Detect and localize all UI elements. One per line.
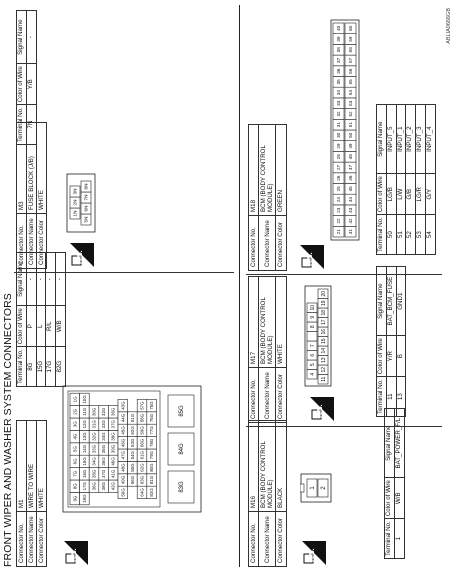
pin-label: 18G	[81, 494, 87, 503]
signal-name-cell: BAT_POWER_F/L	[394, 409, 404, 478]
pin-label: 1	[310, 486, 317, 490]
pin-label: 30G	[91, 407, 97, 416]
pin-label: 31	[336, 122, 342, 128]
pin-label: 16	[320, 328, 327, 335]
pin-label: 79G	[149, 451, 155, 460]
pin-label: 43G	[120, 401, 126, 410]
wire-color-cell: Y/B	[26, 64, 36, 105]
wire-color-cell: Y/R	[386, 336, 396, 377]
terminal-no-cell: 82G	[56, 347, 66, 387]
header-color-of-wire: Color of Wire	[17, 64, 27, 105]
m18-color: GREEN	[276, 125, 286, 216]
divider	[14, 272, 234, 273]
pin-label: 38G	[110, 432, 116, 441]
pin-label: 45	[348, 186, 354, 192]
pin-label: 41G	[110, 469, 116, 478]
pin-label: 33	[336, 100, 342, 106]
label-connector-color: Connector Color	[276, 512, 286, 567]
pin-label: 58G	[139, 413, 145, 423]
pin-label: 50	[348, 132, 354, 138]
table-row	[394, 409, 404, 559]
m16-color: BLACK	[276, 421, 286, 512]
label-connector-color: Connector Color	[37, 214, 47, 269]
pin-label: 40G	[110, 457, 116, 466]
wire-color-cell: LG/B	[386, 174, 396, 215]
label-connector-color: Connector Color	[276, 368, 286, 423]
m16-name: BCM (BODY CONTROL MODULE)	[259, 421, 276, 512]
label-connector-name: Connector Name	[27, 214, 37, 269]
pin-label: 51	[348, 122, 354, 128]
pin-label: 33G	[101, 420, 107, 429]
header-color-of-wire: Color of Wire	[385, 478, 395, 519]
signal-name-cell: -	[56, 253, 66, 306]
pin-label: 22	[336, 218, 342, 224]
pin-label: 39	[336, 36, 342, 42]
pin-label: 41	[348, 229, 354, 235]
hs-icon	[300, 245, 324, 269]
pin-label: 85G	[179, 405, 186, 417]
pin-label: 50G	[120, 488, 126, 497]
pin-label: 31G	[91, 420, 97, 429]
header-signal-name: Signal Name	[17, 253, 27, 306]
wire-color-cell: L/W	[396, 174, 406, 215]
hs-icon	[70, 243, 94, 267]
header-signal-name: Signal Name	[377, 105, 387, 174]
pin-label: 12G	[81, 420, 87, 429]
terminal-no-cell: 54	[426, 215, 436, 255]
signal-name-cell: INPUT_5	[386, 105, 396, 174]
pin-label: 10G	[81, 395, 87, 404]
pin-label: 46	[348, 175, 354, 181]
wire-color-cell: G/Y	[426, 174, 436, 215]
pin-cell	[307, 332, 317, 342]
pin-label: 82G	[149, 488, 155, 497]
pin-label: 34	[336, 89, 342, 96]
pin-label: 13	[320, 357, 327, 364]
label-connector-no: Connector No.	[249, 216, 259, 271]
pin-label: 8	[309, 325, 316, 329]
table-row	[396, 267, 406, 417]
header-terminal-no: Terminal No.	[17, 105, 27, 145]
pin-label: 17	[320, 319, 327, 326]
pin-label: 21	[336, 229, 342, 235]
pin-label: 76G	[149, 413, 155, 423]
hs-label: H.S.	[307, 252, 314, 266]
pin-label: 45G	[120, 426, 126, 435]
pin-label: 49G	[120, 475, 126, 485]
pin-label: 20	[320, 290, 327, 297]
signal-name-cell: -	[36, 253, 46, 306]
pin-label: 47	[348, 164, 354, 171]
pin-label: 36G	[110, 407, 116, 416]
pin-label: 3N	[72, 188, 78, 195]
divider	[246, 274, 442, 275]
pin-label: 32G	[91, 432, 97, 441]
pin-label: 8G	[72, 483, 78, 490]
pin-label: 35	[336, 79, 342, 85]
pin-label: 24	[336, 196, 342, 203]
table-row	[406, 105, 416, 255]
pin-label: 56	[348, 68, 354, 74]
pin-label: 25	[336, 186, 342, 192]
pin-label: 18	[320, 309, 327, 316]
pin-label: 4G	[72, 433, 78, 440]
connector-m16-info	[248, 420, 287, 567]
pin-label: 11G	[81, 407, 87, 416]
m18-no: M18	[249, 125, 259, 216]
pin-label: 43	[348, 207, 354, 213]
pin-label: 2	[321, 486, 328, 490]
section-divider	[239, 5, 240, 567]
terminal-no-cell: 17G	[46, 347, 56, 387]
page-title: FRONT WIPER AND WASHER SYSTEM CONNECTORS	[2, 293, 14, 567]
pin-label: 53G	[129, 438, 135, 447]
signal-name-cell: INPUT_3	[416, 105, 426, 174]
hs-icon	[310, 397, 334, 421]
pin-label: 52G	[129, 426, 135, 435]
hs-icon	[64, 541, 88, 565]
label-connector-no: Connector No.	[17, 214, 27, 269]
pin-label: 9	[309, 315, 316, 319]
terminal-no-cell: 53	[416, 215, 426, 255]
pin-label: 52	[348, 111, 354, 117]
wire-color-cell: LG/R	[416, 174, 426, 215]
signal-name-cell: BAT_BCM_FUSE	[386, 267, 396, 336]
signal-name-cell: INPUT_4	[426, 105, 436, 174]
signal-name-cell: INPUT_1	[396, 105, 406, 174]
label-connector-name: Connector Name	[27, 512, 37, 567]
connector-m17-pin-table	[376, 266, 406, 417]
header-terminal-no: Terminal No.	[17, 347, 27, 387]
pin-label: 40	[336, 25, 342, 31]
pin-label: 59	[348, 36, 354, 42]
pin-label: 2G	[72, 408, 78, 415]
wire-color-cell: R/L	[46, 306, 56, 347]
pin-label: 23	[336, 207, 342, 213]
m1-color: WHITE	[37, 421, 47, 512]
connector-m16-pin-table	[384, 408, 405, 559]
pin-label: 1G	[72, 396, 78, 403]
hs-icon	[302, 541, 326, 565]
connector-m16-diagram	[300, 473, 332, 503]
terminal-no-cell: 50	[386, 215, 396, 255]
terminal-no-cell: 8G	[26, 347, 36, 387]
pin-label: 7G	[72, 470, 78, 477]
label-connector-no: Connector No.	[249, 512, 259, 567]
pin-label: 81G	[149, 475, 155, 485]
pin-label: 37G	[110, 420, 116, 429]
pin-label: 53	[348, 100, 354, 106]
m1-name: WIRE TO WIRE	[27, 421, 37, 512]
pin-label: 60	[348, 25, 354, 31]
hs-label: H.S.	[309, 548, 316, 562]
label-connector-name: Connector Name	[259, 216, 276, 271]
pin-label: 6	[309, 353, 316, 357]
pin-label: 28	[336, 154, 342, 160]
signal-name-cell: -	[46, 253, 56, 306]
pin-label: 64G	[139, 488, 145, 497]
pin-label: 48G	[120, 463, 126, 472]
table-row	[416, 105, 426, 255]
pin-label: 5G	[72, 446, 78, 452]
pin-label: 84G	[179, 443, 186, 455]
pin-label: 34G	[101, 432, 107, 441]
pin-label: 13G	[81, 432, 87, 441]
pin-label: 38G	[101, 482, 107, 491]
pin-label: 19	[320, 300, 327, 307]
pin-label: 29	[336, 143, 342, 149]
pin-label: 37	[336, 57, 342, 64]
pin-label: 44	[348, 196, 354, 203]
divider	[246, 426, 442, 427]
m3-no: M3	[17, 123, 27, 214]
pin-label: 33G	[91, 444, 97, 454]
header-terminal-no: Terminal No.	[377, 377, 387, 417]
pin-label: 32G	[101, 407, 107, 416]
connector-latch	[300, 484, 304, 492]
pin-label: 60G	[139, 438, 145, 447]
signal-name-cell: GND1	[396, 267, 406, 336]
pin-label: 16G	[81, 469, 87, 478]
pin-label: 14	[320, 347, 327, 354]
pin-label: 6G	[72, 458, 78, 465]
pin-label: 12	[320, 366, 327, 373]
label-connector-color: Connector Color	[276, 216, 286, 271]
pin-label: 8N	[83, 183, 89, 190]
signal-name-cell: -	[26, 11, 36, 64]
table-row	[426, 105, 436, 255]
pin-label: 7N	[83, 194, 89, 201]
hs-label: H.S.	[317, 404, 324, 418]
wire-color-cell: B	[396, 336, 406, 377]
label-connector-no: Connector No.	[249, 368, 259, 423]
wire-color-cell: L	[36, 306, 46, 347]
pin-label: 46G	[120, 438, 126, 447]
header-terminal-no: Terminal No.	[377, 215, 387, 255]
terminal-no-cell: 15G	[36, 347, 46, 387]
connector-m3-pin-table	[16, 10, 37, 145]
m3-color: WHITE	[37, 123, 47, 214]
header-signal-name: Signal Name	[17, 11, 27, 64]
pin-label: 75G	[149, 401, 155, 410]
m17-name: BCM (BODY CONTROL MODULE)	[259, 277, 276, 368]
pin-label: 34G	[91, 457, 97, 466]
table-row	[396, 105, 406, 255]
pin-label: 57G	[139, 401, 145, 410]
pin-label: 48	[348, 154, 354, 160]
pin-label: 47G	[120, 451, 126, 460]
signal-name-cell: INPUT_2	[406, 105, 416, 174]
table-row	[386, 105, 396, 255]
pin-label: 36G	[101, 457, 107, 466]
pin-label: 38	[336, 47, 342, 53]
m1-no: M1	[17, 421, 27, 512]
pin-label: 58	[348, 47, 354, 53]
wire-color-cell: W/B	[394, 478, 404, 519]
connector-m3-diagram	[66, 173, 96, 233]
terminal-no-cell: 52	[406, 215, 416, 255]
pin-label: 15	[320, 338, 327, 345]
pin-label: 78G	[149, 438, 155, 447]
table-row	[386, 267, 396, 417]
pin-label: 55	[348, 79, 354, 85]
connector-m17-info	[248, 276, 287, 423]
header-signal-name: Signal Name	[385, 409, 395, 478]
pin-label: 7	[309, 344, 316, 348]
figure-code: ABLIA0666GB	[446, 8, 452, 44]
terminal-no-cell: 1	[394, 519, 404, 559]
pin-label: 15G	[81, 457, 87, 466]
pin-label: 35G	[91, 469, 97, 478]
connector-m18-pin-table	[376, 104, 436, 255]
pin-label: 42	[348, 218, 354, 224]
header-color-of-wire: Color of Wire	[377, 336, 387, 377]
pin-label: 30	[336, 132, 342, 138]
pin-label: 42G	[110, 482, 116, 491]
pin-label: 49	[348, 143, 354, 149]
pin-label: 37G	[101, 469, 107, 478]
connector-m1-info	[16, 420, 47, 567]
connector-m18-diagram	[330, 19, 360, 241]
pin-label: 27	[336, 164, 342, 171]
pin-label: 51G	[129, 413, 135, 423]
terminal-no-cell: 11	[386, 377, 396, 417]
label-connector-name: Connector Name	[259, 512, 276, 567]
pin-label: 44G	[120, 413, 126, 423]
pin-label: 83G	[179, 481, 186, 493]
pin-label: 5	[309, 363, 316, 367]
pin-label: 36	[336, 68, 342, 74]
hs-label: H.S.	[71, 548, 78, 562]
pin-label: 4	[309, 372, 316, 376]
pin-label: 35G	[101, 444, 107, 454]
pin-label: 59G	[139, 426, 145, 435]
pin-label: 62G	[139, 463, 145, 472]
pin-label: 77G	[149, 426, 155, 435]
m17-no: M17	[249, 277, 259, 368]
pin-label: 54	[348, 89, 354, 96]
terminal-no-cell: 13	[396, 377, 406, 417]
pin-label: 6N	[83, 205, 89, 212]
terminal-no-cell: 51	[396, 215, 406, 255]
pin-label: 17G	[81, 482, 87, 491]
pin-label: 55G	[129, 463, 135, 472]
pin-label: 80G	[149, 463, 155, 472]
pin-label: 11	[320, 376, 327, 382]
wire-color-cell: G/B	[406, 174, 416, 215]
pin-label: 57	[348, 57, 354, 64]
header-terminal-no: Terminal No.	[385, 519, 395, 559]
m3-name: FUSE BLOCK (J/B)	[27, 123, 37, 214]
signal-name-cell: -	[26, 253, 36, 306]
terminal-no-cell: 7N	[26, 105, 36, 145]
m18-name: BCM (BODY CONTROL MODULE)	[259, 125, 276, 216]
label-connector-color: Connector Color	[37, 512, 47, 567]
pin-label: 3G	[72, 421, 78, 428]
m16-no: M16	[249, 421, 259, 512]
pin-label: 54G	[129, 451, 135, 460]
m17-color: WHITE	[276, 277, 286, 368]
connector-m18-info	[248, 124, 287, 271]
label-connector-no: Connector No.	[17, 512, 27, 567]
pin-label: 36G	[91, 482, 97, 491]
label-connector-name: Connector Name	[259, 368, 276, 423]
pin-label: 56G	[129, 475, 135, 485]
connector-m1-diagram	[62, 385, 202, 513]
hs-label: H.S.	[77, 250, 84, 264]
pin-label: 39G	[110, 444, 116, 454]
header-color-of-wire: Color of Wire	[377, 174, 387, 215]
wire-color-cell: W/B	[56, 306, 66, 347]
connector-m17-diagram	[304, 285, 332, 387]
pin-label: 32	[336, 111, 342, 117]
wire-color-cell: P	[26, 306, 36, 347]
pin-label: 61G	[139, 451, 145, 460]
header-color-of-wire: Color of Wire	[17, 306, 27, 347]
pin-label: 2N	[72, 199, 78, 206]
pin-label: 1N	[72, 210, 78, 217]
pin-label: 10	[309, 304, 316, 311]
pin-label: 9G	[72, 495, 78, 502]
pin-label: 63G	[139, 475, 145, 485]
header-signal-name: Signal Name	[377, 267, 387, 336]
pin-label: 26	[336, 175, 342, 181]
pin-label: 5N	[83, 216, 89, 223]
pin-label: 14G	[81, 444, 87, 454]
table-row	[26, 11, 36, 145]
